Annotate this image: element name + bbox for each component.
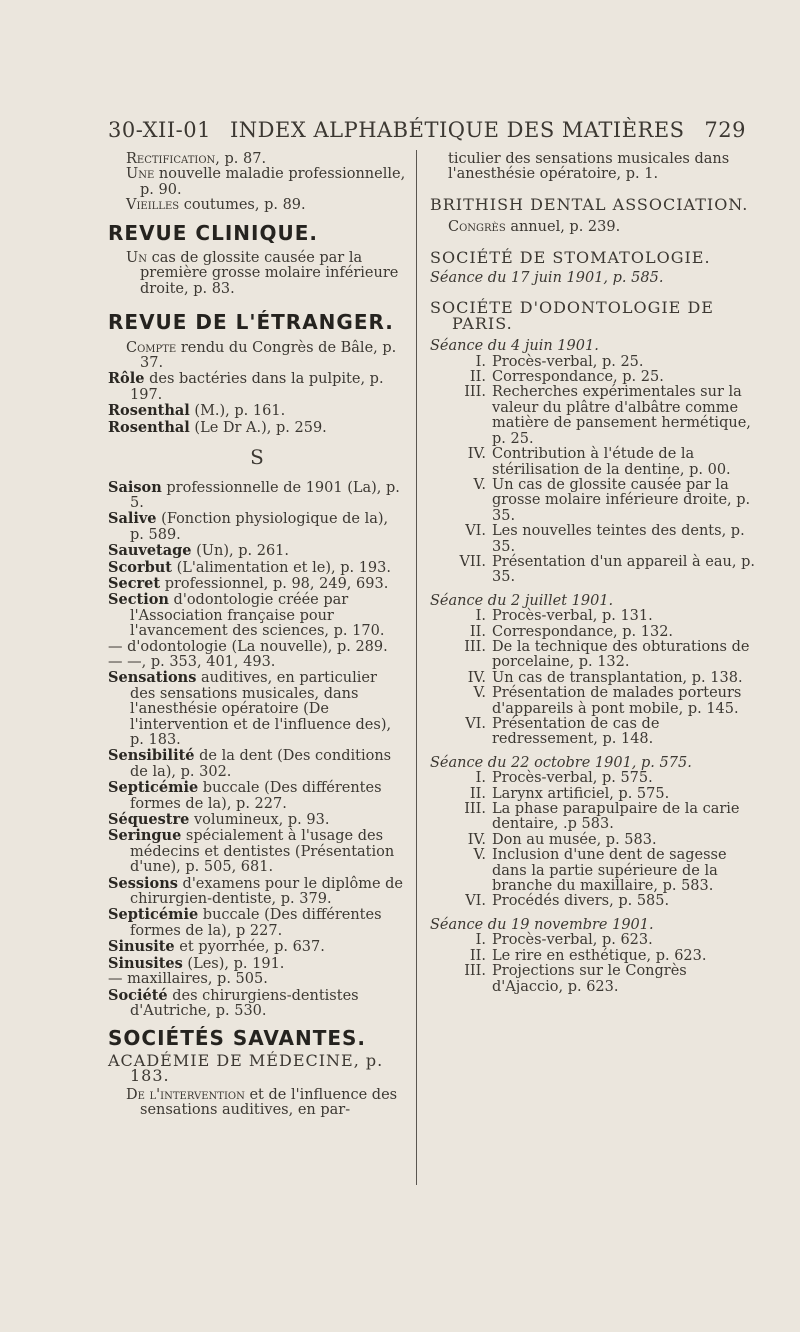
seance-item: I. Procès-verbal, p. 623. [475, 932, 653, 949]
index-entry: Sauvetage (Un), p. 261. [108, 542, 290, 560]
index-entry: Septicémie buccale (Des différentes formes de la), p 227. [108, 906, 382, 939]
seance-item: I. Procès-verbal, p. 25. [475, 353, 644, 370]
seance-item: IV. Un cas de transplantation, p. 138. [467, 669, 743, 686]
index-entry: Séquestre volumineux, p. 93. [108, 811, 330, 829]
index-entry: — d'odontologie (La nouvelle), p. 289. [108, 638, 388, 655]
society-heading: BRITHISH DENTAL ASSOCIATION. [430, 194, 749, 214]
seance-item: V. Inclusion d'une dent de sagesse dans la partie supérieure de la branche du maxillaire, p. 583. [473, 847, 727, 895]
index-entry: — —, p. 353, 401, 493. [108, 653, 276, 670]
index-entry: Section d'odontologie créée par l'Association française pour l'avancement des sciences, p. 170. [108, 591, 385, 640]
index-entry: De l'intervention et de l'influence des sensations auditives, en par- [126, 1086, 398, 1118]
index-entry: Salive (Fonction physiologique de la), p. 589. [108, 510, 389, 543]
seance-heading: Séance du 19 novembre 1901. [430, 916, 654, 933]
index-entry: Société des chirurgiens-dentistes d'Autriche, p. 530. [108, 986, 359, 1019]
index-entry: Saison professionnelle de 1901 (La), p. 5. [108, 478, 400, 511]
seance-heading: Séance du 22 octobre 1901, p. 575. [430, 754, 692, 771]
seance-items [430, 355, 760, 586]
index-entry: Sinusites (Les), p. 191. [108, 954, 285, 972]
index-entry: Scorbut (L'alimentation et le), p. 193. [108, 558, 391, 576]
index-entry: Congrès annuel, p. 239. [448, 219, 621, 236]
index-entry: Sinusite et pyorrhée, p. 637. [108, 938, 325, 956]
seance-items [430, 933, 760, 995]
header-date: 30-XII-01 [108, 118, 211, 142]
index-entry: Seringue spécialement à l'usage des médecins et dentistes (Présentation d'une), p. 505, 681. [108, 827, 395, 876]
seance-item: IV. Contribution à l'étude de la stérilisation de la dentine, p. 00. [467, 446, 731, 478]
society-heading: SOCIÉTÉ DE STOMATOLOGIE. [430, 247, 711, 267]
seance-item: IV. Don au musée, p. 583. [467, 831, 657, 848]
index-entry: Sensibilité de la dent (Des conditions de la), p. 302. [108, 747, 392, 780]
seance-item: V. Un cas de glossite causée par la grosse molaire inférieure droite, p. 35. [473, 476, 751, 524]
index-entry: Secret professionnel, p. 98, 249, 693. [108, 574, 389, 592]
right-column [430, 152, 760, 995]
index-entry: Un cas de glossite causée par la première grosse molaire inférieure droite, p. 83. [126, 250, 399, 297]
seance-heading: Séance du 2 juillet 1901. [430, 592, 614, 609]
seance-items [430, 609, 760, 748]
section-heading: REVUE CLINIQUE. [108, 220, 318, 245]
seance-item: VI. Les nouvelles teintes des dents, p. 35. [465, 523, 745, 555]
seance-item: I. Procès-verbal, p. 131. [475, 608, 653, 625]
seance-heading: Séance du 17 juin 1901, p. 585. [430, 270, 664, 287]
index-entry: Sensations auditives, en particulier des sensations musicales, dans l'anesthésie opératoire (De l'intervention et de l'influence des), p. 183. [108, 669, 392, 748]
column-divider [416, 150, 417, 1185]
index-entry: Vieilles coutumes, p. 89. [126, 197, 306, 214]
index-entry: Rosenthal (Le Dr A.), p. 259. [108, 418, 327, 436]
index-entry: Sessions d'examens pour le diplôme de chirurgien-dentiste, p. 379. [108, 874, 404, 908]
seance-heading: Séance du 4 juin 1901. [430, 338, 599, 355]
seance-item: III. De la technique des obturations de porcelaine, p. 132. [464, 638, 750, 671]
index-entry: Rôle des bactéries dans la pulpite, p. 197. [108, 370, 384, 403]
index-entry: Une nouvelle maladie professionnelle, p. 90. [126, 166, 406, 198]
seance-item: II. Larynx artificiel, p. 575. [469, 785, 670, 802]
page-number: 729 [704, 118, 746, 142]
seance-items [430, 771, 760, 910]
running-header [108, 118, 746, 148]
seance-item: VI. Présentation de cas de redressement, p. 148. [465, 716, 660, 748]
seance-item: III. Projections sur le Congrès d'Ajaccio, p. 623. [464, 963, 687, 995]
index-entry: ticulier des sensations musicales dans l'anesthésie opératoire, p. 1. [448, 151, 730, 183]
seance-item: VI. Procédés divers, p. 585. [465, 893, 670, 910]
index-entry: — maxillaires, p. 505. [108, 971, 268, 988]
seance-item: II. Correspondance, p. 132. [469, 623, 674, 640]
index-entry: Compte rendu du Congrès de Bâle, p. 37. [126, 339, 397, 372]
seance-item: V. Présentation de malades porteurs d'appareils à pont mobile, p. 145. [473, 685, 742, 717]
seance-item: III. Recherches expérimentales sur la valeur du plâtre d'albâtre comme matière de pansement hermétique, p. 25. [464, 384, 751, 447]
seance-item: II. Le rire en esthétique, p. 623. [469, 947, 707, 964]
seance-item: II. Correspondance, p. 25. [469, 369, 664, 386]
letter-heading: S [250, 445, 264, 470]
seance-item: VII. Présentation d'un appareil à eau, p. 35. [459, 553, 755, 586]
left-column [108, 152, 406, 1118]
section-heading: SOCIÉTÉS SAVANTES. [108, 1026, 367, 1051]
header-title: INDEX ALPHABÉTIQUE DES MATIÈRES [230, 118, 685, 142]
seance-item: I. Procès-verbal, p. 575. [475, 770, 653, 787]
index-entry: Rectification, p. 87. [126, 151, 267, 167]
society-heading: ACADÉMIE DE MÉDECINE, p. 183. [108, 1050, 384, 1086]
seance-item: III. La phase parapulpaire de la carie dentaire, .p 583. [464, 801, 740, 833]
index-entry: Septicémie buccale (Des différentes formes de la), p. 227. [108, 779, 382, 812]
index-entry: Rosenthal (M.), p. 161. [108, 402, 286, 420]
society-heading: SOCIÉTE D'ODONTOLOGIE DE PARIS. [430, 298, 714, 333]
section-heading: REVUE DE L'ÉTRANGER. [108, 310, 394, 335]
